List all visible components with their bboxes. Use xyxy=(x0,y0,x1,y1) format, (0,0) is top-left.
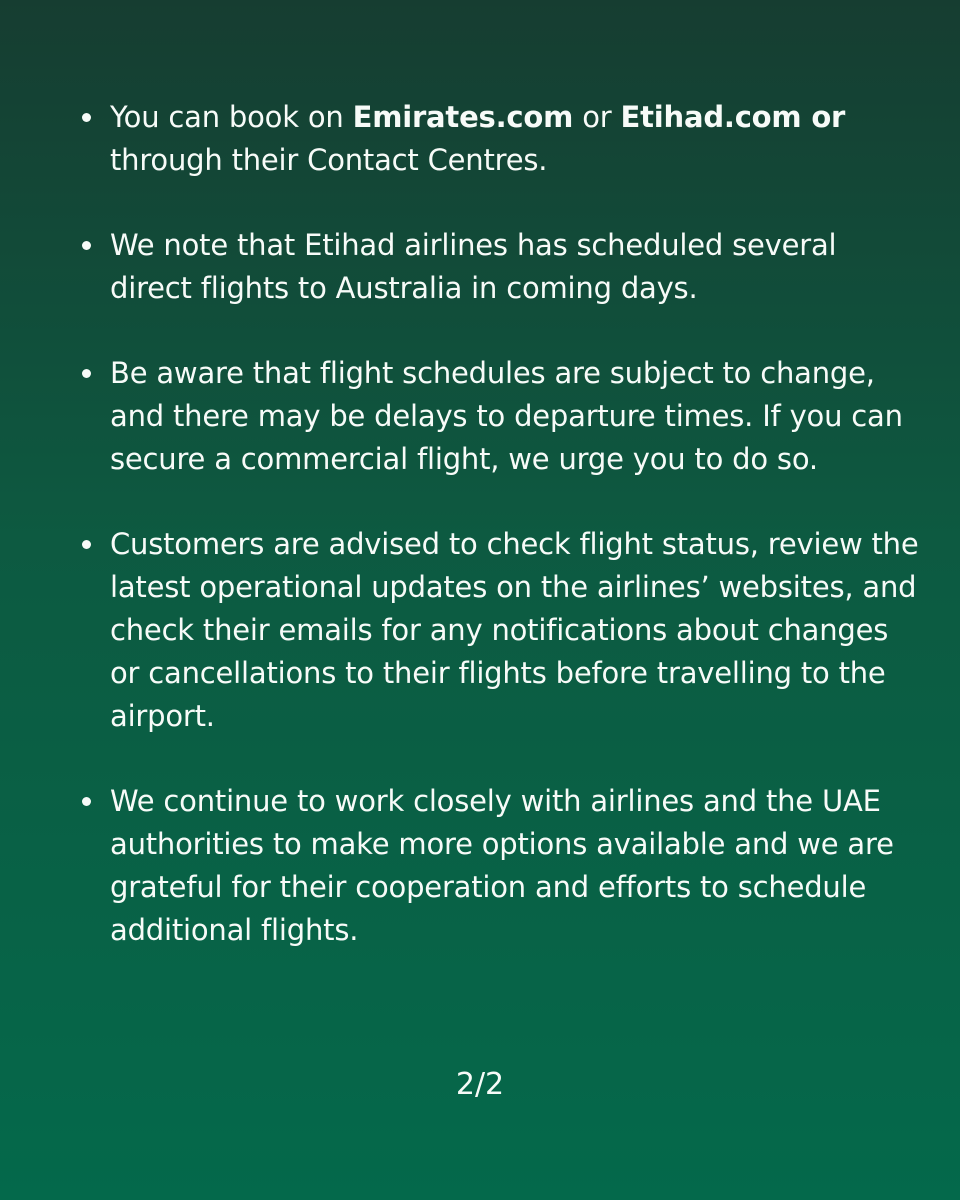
booking-text-or: or xyxy=(573,100,621,134)
emirates-link-text: Emirates.com xyxy=(352,100,574,134)
bullet-flight-schedule-warning: Be aware that flight schedules are subject to change, and there may be delays to departure times. If you can secure a commercial flight, we urge you to do so. xyxy=(110,352,920,481)
advisory-bullet-list xyxy=(110,96,920,994)
bullet-continued-cooperation: We continue to work closely with airlines and the UAE authorities to make more options available and we are grateful for their cooperation and efforts to schedule additional flights. xyxy=(110,780,920,952)
booking-text-contact-centres: through their Contact Centres. xyxy=(110,143,548,177)
etihad-link-text: Etihad.com or xyxy=(620,100,846,134)
page-indicator: 2/2 xyxy=(455,1067,505,1102)
bullet-check-flight-status: Customers are advised to check flight status, review the latest operational updates on the airlines’ websites, and check their emails for any notifications about changes or cancellations to their flights before travelling to the airport. xyxy=(110,523,920,738)
bullet-booking-options xyxy=(110,96,920,182)
bullet-etihad-flights: We note that Etihad airlines has scheduled several direct flights to Australia in coming days. xyxy=(110,224,920,310)
booking-text-intro: You can book on xyxy=(110,100,353,134)
